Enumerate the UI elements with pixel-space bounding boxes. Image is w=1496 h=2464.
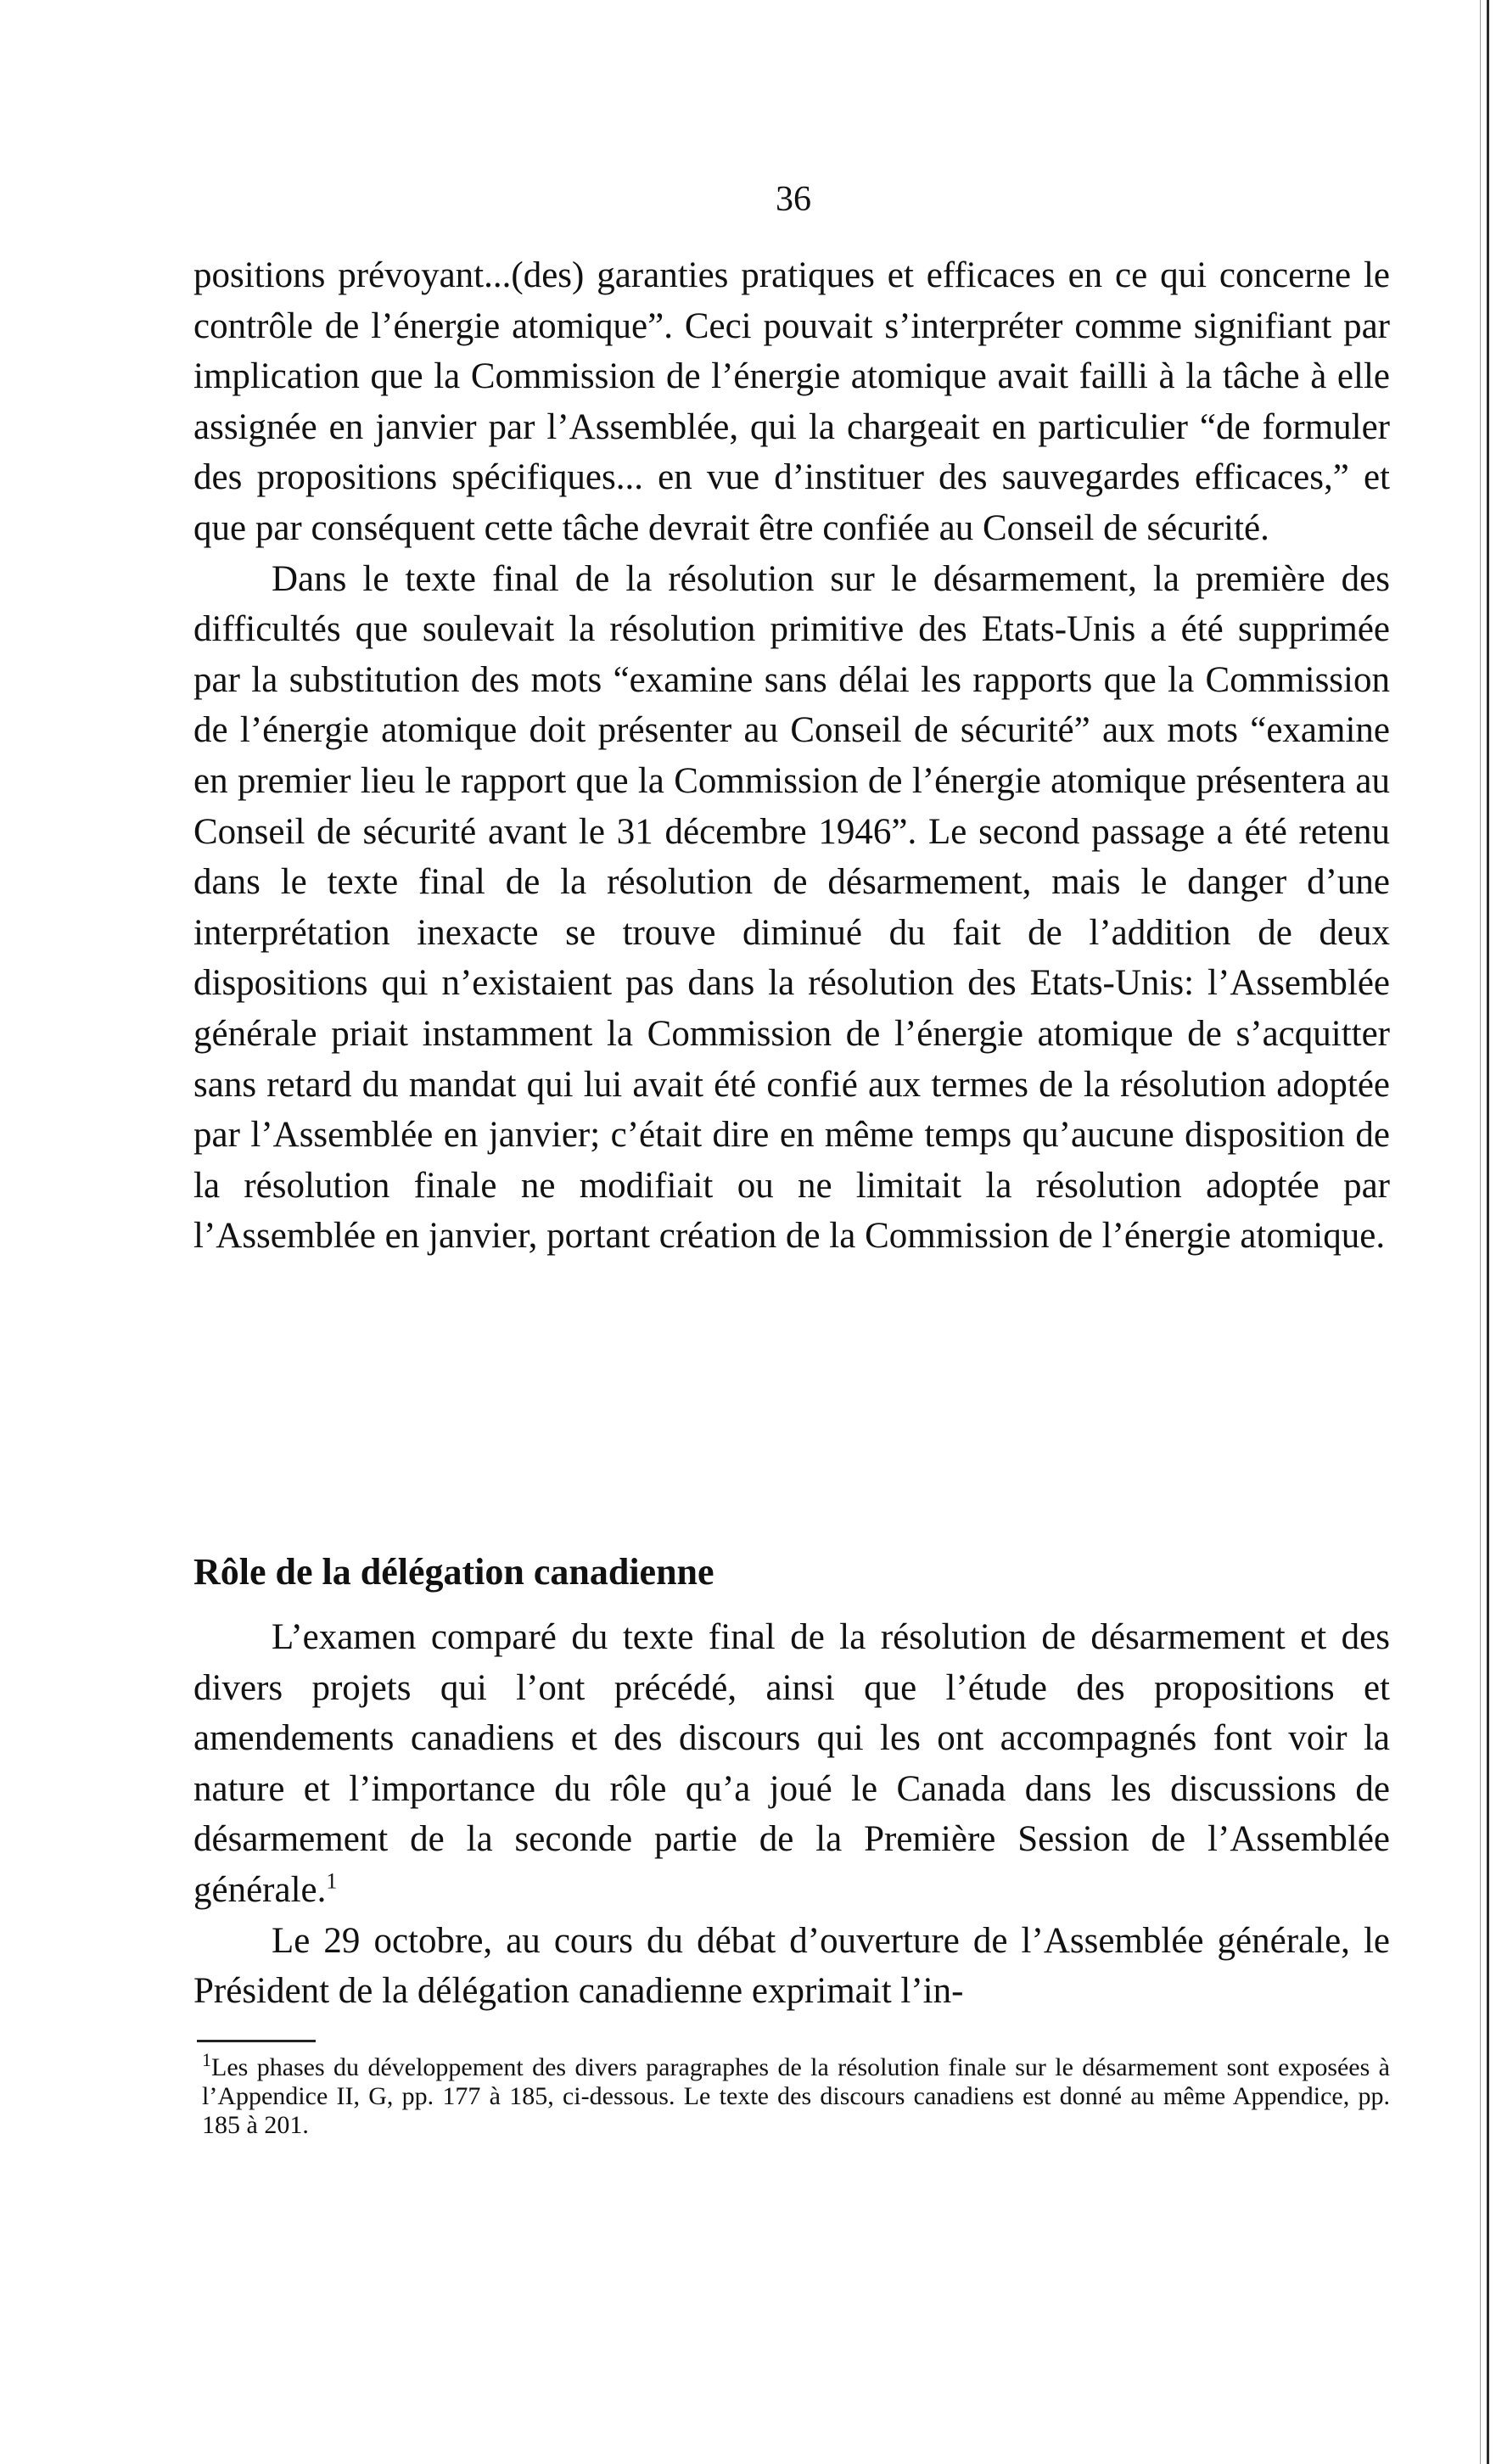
- binding-edge-line: [1487, 0, 1489, 2464]
- paragraph-disarmament-text: Dans le texte final de la résolution sur le désarmement, la première des difficultés que soulevait la résolution primitive des Etats-Unis a été supprimée par la substitution des mots “examine sans délai les rapports que la Commission de l’énergie atomique doit présenter au Conseil de sécurité” aux mots “examine en premier lieu le rapport que la Commission de l’énergie atomique présentera au Conseil de sécurité avant le 31 décembre 1946”. Le second passage a été retenu dans le texte final de la résolution de désarmement, mais le danger d’une interprétation inexacte se trouve diminué du fait de l’addition de deux dispositions qui n’existaient pas dans la résolution des Etats-Unis: l’Assemblée générale priait instamment la Commission de l’énergie atomique de s’acquitter sans retard du mandat qui lui avait été confié aux termes de la résolution adoptée par l’Assemblée en janvier; c’était dire en même temps qu’aucune disposition de la résolution finale ne modifiait ou ne limitait la résolution adoptée par l’Assemblée en janvier, portant création de la Commission de l’énergie atomique.: [193, 558, 1390, 1257]
- body-text-top: [193, 250, 1390, 1262]
- footnote: [202, 2049, 1390, 2140]
- paragraph-canada-role: [193, 1612, 1390, 1916]
- binding-edge-shadow: [1480, 0, 1481, 2464]
- section-heading: Rôle de la délégation canadienne: [193, 1551, 714, 1593]
- footnote-reference: 1: [326, 1868, 338, 1894]
- body-text-section: [193, 1612, 1390, 2017]
- paragraph-canada-role-text: L’examen comparé du texte final de la résolution de désarmement et des divers projets qui l’ont précédé, ainsi que l’étude des propositions et amendements canadiens et des discours qui les ont accompagnés font voir la nature et l’importance du rôle qu’a joué le Canada dans les discussions de désarmement de la seconde partie de la Première Session de l’Assemblée générale.: [193, 1617, 1390, 1910]
- paragraph-continuation: positions prévoyant...(des) garanties pratiques et efficaces en ce qui concerne le contrôle de l’énergie atomique”. Ceci pouvait s’interpréter comme signifiant par implication que la Commission de l’énergie atomique avait failli à la tâche à elle assignée en janvier par l’Assemblée, qui la chargeait en particulier “de formuler des propositions spécifiques... en vue d’instituer des sauvegardes efficaces,” et que par conséquent cette tâche devrait être confiée au Conseil de sécurité.: [193, 255, 1390, 548]
- paragraph-october-debate: Le 29 octobre, au cours du débat d’ouverture de l’Assemblée générale, le Président de la délégation canadienne exprimait l’in-: [193, 1920, 1390, 2012]
- footnote-text: Les phases du développement des divers paragraphes de la résolution finale sur le désarmement sont exposées à l’Appendice II, G, pp. 177 à 185, ci-dessous. Le texte des discours canadiens est donné au même Appendice, pp. 185 à 201.: [202, 2053, 1390, 2139]
- footnote-mark: 1: [202, 2049, 211, 2070]
- footnote-rule: [197, 2040, 316, 2042]
- page-number: 36: [776, 180, 811, 219]
